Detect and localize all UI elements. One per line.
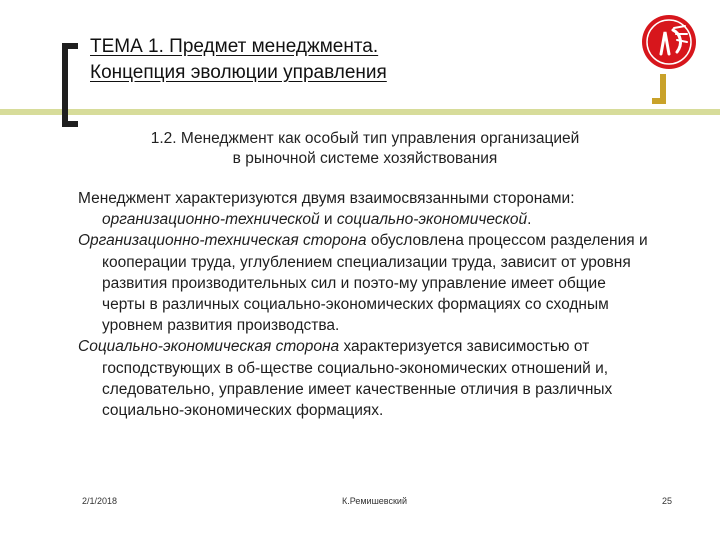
- paragraph-2-term: Организационно-техническая сторона: [78, 232, 367, 250]
- footer-page-number: 25: [662, 496, 673, 506]
- slide-subtitle-line2: в рыночной системе хозяйствования: [232, 150, 498, 167]
- paragraph-1-text-c: и: [319, 211, 337, 229]
- paragraph-3: [78, 336, 648, 421]
- slide-title-line2: Концепция эволюции управления: [90, 62, 387, 83]
- left-bracket-decoration: [62, 43, 78, 127]
- paragraph-1: [78, 188, 648, 230]
- slide-subtitle: [80, 129, 650, 169]
- right-bracket-decoration: [652, 74, 666, 104]
- paragraph-2: [78, 230, 648, 336]
- paragraph-1-term-1: организационно-технической: [102, 211, 320, 229]
- footer-author: К.Ремишевский: [342, 496, 407, 506]
- paragraph-3-term: Социально-экономическая сторона: [78, 338, 340, 356]
- slide-body: [78, 188, 648, 421]
- logo-icon: [641, 14, 697, 70]
- paragraph-1-text-e: .: [527, 211, 532, 229]
- footer-date: 2/1/2018: [82, 496, 118, 506]
- slide-title: [90, 34, 630, 86]
- header-accent-bar: [0, 109, 720, 115]
- paragraph-3-text: характеризуется зависимостью от господствующих в об-ществе социально-экономических отношений и, следовательно, управление имеет качественные отличия в различных социально-экономических формациях.: [102, 338, 613, 420]
- paragraph-1-term-2: социально-экономической: [336, 211, 528, 229]
- paragraph-2-text: обусловлена процессом разделения и кооперации труда, углублением специализации труда, зависит от уровня развития производительных сил и поэто-му управление имеет общие черты в различных социально-экономических формациях со сходным уровнем развития производства.: [102, 232, 648, 335]
- slide-title-line1: ТЕМА 1. Предмет менеджмента.: [90, 36, 379, 57]
- slide-subtitle-line1: 1.2. Менеджмент как особый тип управления организацией: [150, 130, 580, 147]
- paragraph-1-text-a: Менеджмент характеризуются двумя взаимосвязанными сторонами:: [78, 190, 575, 207]
